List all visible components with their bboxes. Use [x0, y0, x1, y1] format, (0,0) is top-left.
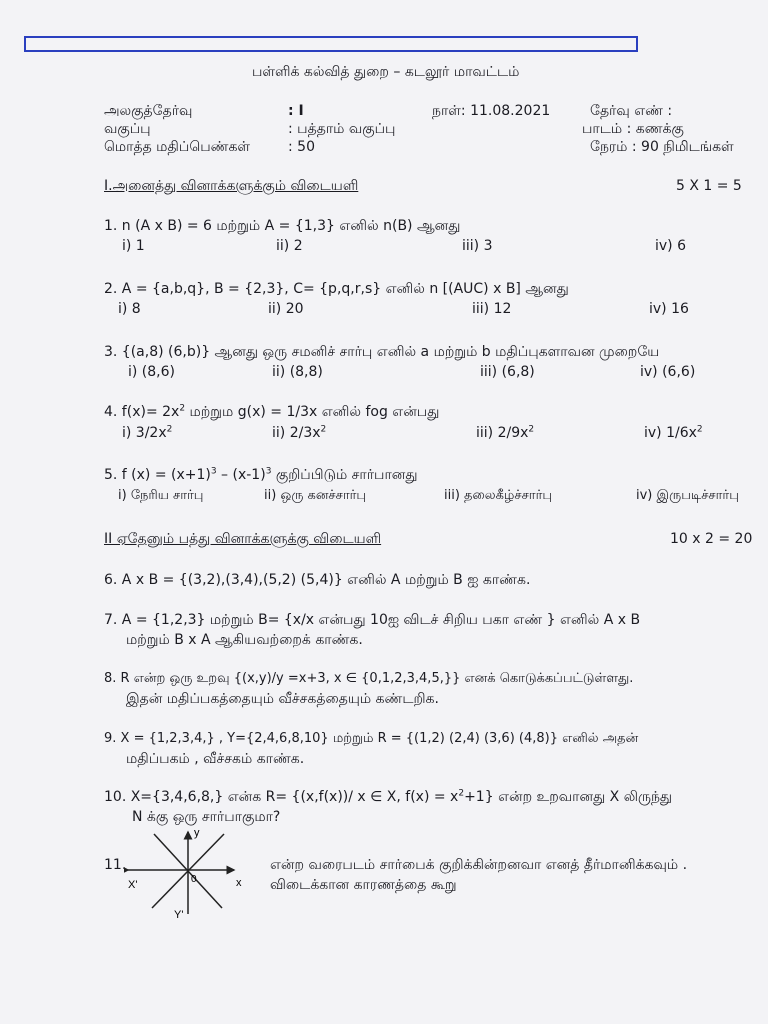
- q5-text-c: குறிப்பிடும் சார்பானது: [271, 467, 418, 483]
- q4-exponent: 2: [179, 403, 186, 414]
- q2-option-4: iv) 16: [649, 301, 689, 317]
- exam-date: நாள்: 11.08.2021: [432, 103, 551, 119]
- question-6: 6. A x B = {(3,2),(3,4),(5,2) (5,4)} எனில் A மற்றும் B ஐ காண்க.: [104, 572, 531, 588]
- question-2: 2. A = {a,b,q}, B = {2,3}, C= {p,q,r,s} எனில் n [(AUC) x B] ஆனது: [104, 281, 569, 297]
- question-7-line-1: 7. A = {1,2,3} மற்றும் B= {x/x என்பது 10ஐ விடச் சிறிய பகா எண் } எனில் A x B: [104, 612, 641, 628]
- q1-option-4: iv) 6: [655, 238, 686, 254]
- question-7-line-2: மற்றும் B x A ஆகியவற்றைக் காண்க.: [126, 632, 363, 648]
- question-9-line-2: மதிப்பகம் , வீச்சகம் காண்க.: [126, 751, 305, 767]
- q3-option-1: i) (8,6): [128, 364, 175, 380]
- question-8-line-2: இதன் மதிப்பகத்தையும் வீச்சகத்தையும் கண்டறிக.: [126, 691, 439, 707]
- origin-label: 0: [191, 874, 197, 885]
- question-3: 3. {(a,8) (6,b)} ஆனது ஒரு சமனிச் சார்பு எனில் a மற்றும் b மதிப்புகளாவன முறையே: [104, 344, 660, 360]
- q2-option-2: ii) 20: [268, 301, 304, 317]
- section1-title: I.அனைத்து வினாக்களுக்கும் விடையளி: [104, 178, 359, 194]
- exam-value: : I: [288, 103, 304, 119]
- question-10-line-1: [104, 789, 672, 807]
- x-label: x: [236, 877, 242, 889]
- question-11-graph: [124, 824, 264, 920]
- x-prime-label: X': [128, 879, 138, 891]
- q1-option-2: ii) 2: [276, 238, 303, 254]
- exam-time: நேரம் : 90 நிமிடங்கள்: [590, 139, 734, 155]
- q4-option-4: iv) $1/6x^2$: [644, 424, 703, 441]
- question-8-line-1: 8. R என்ற ஒரு உறவு {(x,y)/y =x+3, x ∈ {0,1,2,3,4,5,}} எனக் கொடுக்கப்பட்டுள்ளது.: [104, 671, 634, 686]
- q4-text-a: 4. f(x)= 2x: [104, 404, 180, 420]
- q4-option-1-text: i) 3/2x: [122, 425, 167, 441]
- y-label: y: [194, 827, 200, 839]
- q1-option-3: iii) 3: [462, 238, 493, 254]
- subject: பாடம் : கணக்கு: [582, 121, 684, 137]
- q5-text-b: – (x-1): [216, 467, 266, 483]
- q2-option-1: i) 8: [118, 301, 141, 317]
- section2-title: II ஏதேனும் பத்து வினாக்களுக்கு விடையளி: [104, 531, 382, 547]
- q3-option-3: iii) (6,8): [480, 364, 535, 380]
- section2-marks: 10 x 2 = 20: [670, 531, 753, 547]
- q10-exponent: 2: [458, 788, 465, 799]
- page-title: பள்ளிக் கல்வித் துறை – கடலூர் மாவட்டம்: [252, 64, 520, 80]
- q2-option-3: iii) 12: [472, 301, 512, 317]
- exam-number: தேர்வு எண் :: [590, 103, 673, 119]
- header-box: [24, 36, 638, 52]
- question-4: [104, 404, 439, 422]
- marks-value: : 50: [288, 139, 315, 155]
- q4-option-4-text: iv) 1/6x: [644, 425, 697, 441]
- q1-option-1: i) 1: [122, 238, 145, 254]
- question-11-line-2: விடைக்கான காரணத்தை கூறு: [270, 877, 457, 893]
- q5-text-a: 5. f (x) = (x+1): [104, 467, 211, 483]
- section1-marks: 5 X 1 = 5: [676, 178, 742, 194]
- q4-option-3-text: iii) 2/9x: [476, 425, 529, 441]
- question-10-line-2: N க்கு ஒரு சார்பாகுமா?: [132, 809, 281, 825]
- class-label: வகுப்பு: [104, 121, 151, 137]
- q5-option-1: i) நேரிய சார்பு: [118, 488, 204, 503]
- question-11-number: 11.: [104, 857, 127, 873]
- question-9-line-1: 9. X = {1,2,3,4,} , Y={2,4,6,8,10} மற்றும் R = {(1,2) (2,4) (3,6) (4,8)} எனில் அதன்: [104, 731, 639, 746]
- q5-option-2: ii) ஒரு கனச்சார்பு: [264, 488, 367, 503]
- q5-option-4: iv) இருபடிச்சார்பு: [636, 488, 739, 503]
- y-prime-label: Y': [174, 909, 184, 920]
- q4-option-1: i) $3/2x^2$: [122, 424, 173, 441]
- q10-text-b: +1} என்ற உறவானது X லிருந்து: [464, 789, 673, 805]
- q4-option-2-text: ii) 2/3x: [272, 425, 321, 441]
- q4-option-2: ii) $2/3x^2$: [272, 424, 327, 441]
- question-11-line-1: என்ற வரைபடம் சார்பைக் குறிக்கின்றனவா எனத் தீர்மானிக்கவும் .: [270, 857, 688, 873]
- q4-option-3: iii) $2/9x^2$: [476, 424, 535, 441]
- q3-option-2: ii) (8,8): [272, 364, 323, 380]
- q3-option-4: iv) (6,6): [640, 364, 696, 380]
- class-value: : பத்தாம் வகுப்பு: [288, 121, 396, 137]
- exam-label: அலகுத்தேர்வு: [104, 103, 193, 119]
- q5-option-3: iii) தலைகீழ்ச்சார்பு: [444, 488, 553, 503]
- question-5: 5. f $(x) = (x+1)^3 - (x-1)^3$ குறிப்பிடும் சார்பானது: [104, 466, 418, 483]
- question-1: 1. n (A x B) = 6 மற்றும் A = {1,3} எனில் n(B) ஆனது: [104, 218, 461, 234]
- q4-text-b: மற்றும g(x) = 1/3x எனில் fog என்பது: [185, 404, 440, 420]
- marks-label: மொத்த மதிப்பெண்கள்: [104, 139, 251, 155]
- q10-text-a: 10. X={3,4,6,8,} என்க R= {(x,f(x))/ x ∈ X, f(x) = x: [104, 789, 459, 805]
